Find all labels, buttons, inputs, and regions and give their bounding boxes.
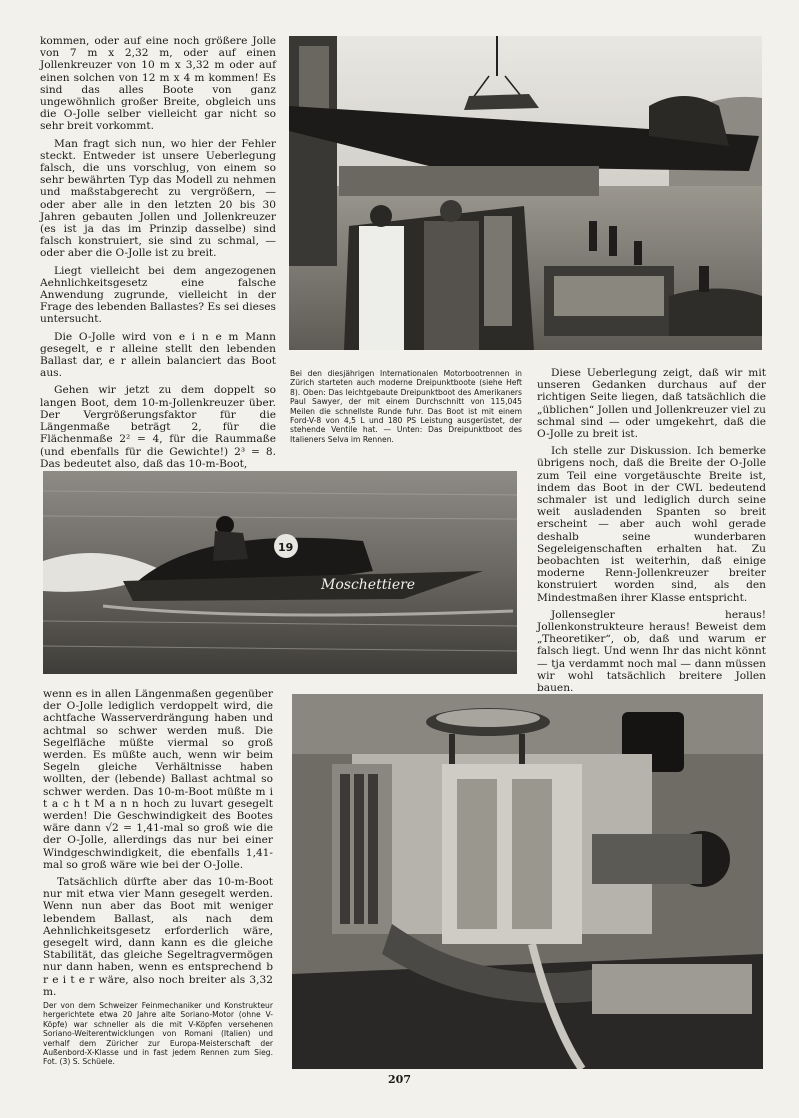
paragraph: Liegt vielleicht bei dem angezogenen Aehnlichkeitsgesetz eine falsche Anwendung zugrunde, vielleicht in der Frage des lebenden Ballastes? Es sei dieses untersucht. [40,264,276,326]
paragraph: Ich stelle zur Diskussion. Ich bemerke übrigens noch, daß die Breite der O-Jolle zum Teil eine vorgetäuschte Breite ist, indem das Boot in der CWL bedeutend schmaler ist und lediglich durch seine weit ausladenden Spanten so breit erscheint — aber auch wohl gerade deshalb seine wunderbaren Segeleigenschaften erhalten hat. Zu beobachten ist weiterhin, daß einige moderne Renn-Jollenkreuzer breiter konstruiert worden sind, als den Mindestmaßen ihrer Klasse entspricht. [537,445,766,604]
paragraph: Tatsächlich dürfte aber das 10-m-Boot nur mit etwa vier Mann gesegelt werden. Wenn nun aber das Boot mit weniger lebendem Ballast, als nach dem Aehnlichkeitsgesetz erforderlich wäre, gesegelt wird, dann kann es die gleiche Stabilität, das gleiche Segeltragvermögen nur dann haben, wenn es entsprechend b r e i t e r wäre, also noch breiter als 3,32 m. [43,876,273,998]
paragraph: Man fragt sich nun, wo hier der Fehler steckt. Entweder ist unsere Ueberlegung falsch, die uns vorschlug, von einem so sehr bewährten Typ das Modell zu nehmen und maßstabgerecht zu vergrößern, — oder aber alle in den letzten 20 bis 30 Jahren gebauten Jollen und Jollenkreuzer (es ist ja das im Prinzip dasselbe) sind falsch konstruiert, sie sind zu schmal, — oder aber die O-Jolle ist zu breit. [40,137,276,260]
photo-soriano-engine [292,694,763,1069]
paragraph: Diese Ueberlegung zeigt, daß wir mit unseren Gedanken durchaus auf der richtigen Seite liegen, daß tatsächlich die „üblichen“ Jollen und Jollenkreuzer viel zu schmal sind — oder umgekehrt, daß die O-Jolle zu breit ist. [537,367,766,441]
paragraph: Die O-Jolle wird von e i n e m Mann gesegelt, e r alleine stellt den lebenden Ballast dar, e r allein balanciert das Boot aus. [40,330,276,380]
page-number: 207 [388,1073,411,1086]
article-column-left-top [40,35,276,475]
photo-crane-boat [289,36,762,350]
boat-number: 19 [278,541,294,554]
article-column-left-bottom [43,688,273,1003]
photo-racing-boat [43,471,517,674]
paragraph: wenn es in allen Längenmaßen gegenüber der O-Jolle lediglich verdoppelt wird, die achtfache Wasserverdrängung haben und achtmal so schwer werden muß. Die Segelfläche müßte viermal so groß werden. Es müßte auch, wenn wir beim Segeln gleiche Verhältnisse haben wollten, der (lebende) Ballast achtmal so schwer werden. Das 10-m-Boot müßte m i t a c h t M a n n hoch zu luvart gesegelt werden! Die Geschwindigkeit des Bootes wäre dann √2 = 1,41-mal so groß wie die der O-Jolle, allerdings das nur bei einer Windgeschwindigkeit, die ebenfalls 1,41-mal so groß wäre wie bei der O-Jolle. [43,688,273,871]
photo-caption-top: Bei den diesjährigen Internationalen Motorbootrennen in Zürich starteten auch moderne Dreipunktboote (siehe Heft 8). Oben: Das leichtgebaute Dreipunktboot des Amerikaners Paul Sawyer, der mit einem Durchschnitt von 115,045 Meilen die schnellste Runde fuhr. Das Boot ist mit einem Ford-V-8 von 4,5 L und 180 PS Leistung ausgerüstet, der stehende Ventile hat. — Unten: Das Dreipunktboot des Italieners Selva im Rennen. [290,369,522,444]
paragraph: Jollensegler heraus! Jollenkonstrukteure heraus! Beweist dem „Theoretiker“, ob, daß und warum er falsch liegt. Und wenn Ihr das nicht könnt — tja verdammt noch mal — dann müssen wir wohl tatsächlich breitere Jollen bauen. [537,608,766,695]
article-column-right-mid [537,367,766,699]
paragraph: kommen, oder auf eine noch größere Jolle von 7 m x 2,32 m, oder auf einen Jollenkreuzer von 10 m x 3,32 m oder auf einen solchen von 12 m x 4 m kommen! Es sind das alles Boote von ganz ungewöhnlich großer Breite, obgleich uns die O-Jolle selber vielleicht gar nicht so sehr breit vorkommt. [40,35,276,133]
boat-hull-text: Moschettiere [321,577,416,593]
paragraph: Gehen wir jetzt zu dem doppelt so langen Boot, dem 10-m-Jollenkreuzer über. Der Vergrößerungsfaktor für die Längenmaße beträgt 2, für die Flächenmaße 2² = 4, für die Raummaße (und ebenfalls für die Gewichte!) 2³ = 8. Das bedeutet also, daß das 10-m-Boot, [40,384,276,470]
photo-caption-bottom: Der von dem Schweizer Feinmechaniker und Konstrukteur hergerichtete etwa 20 Jahre alte Soriano-Motor (ohne V-Köpfe) war schneller als die mit V-Köpfen versehenen Soriano-Weiterentwicklungen von Romani (Italien) und verhalf dem Züricher zur Europa-Meisterschaft der Außenbord-X-Klasse und in fast jedem Rennen zum Sieg. Fot. (3) S. Schüele. [43,1001,273,1067]
